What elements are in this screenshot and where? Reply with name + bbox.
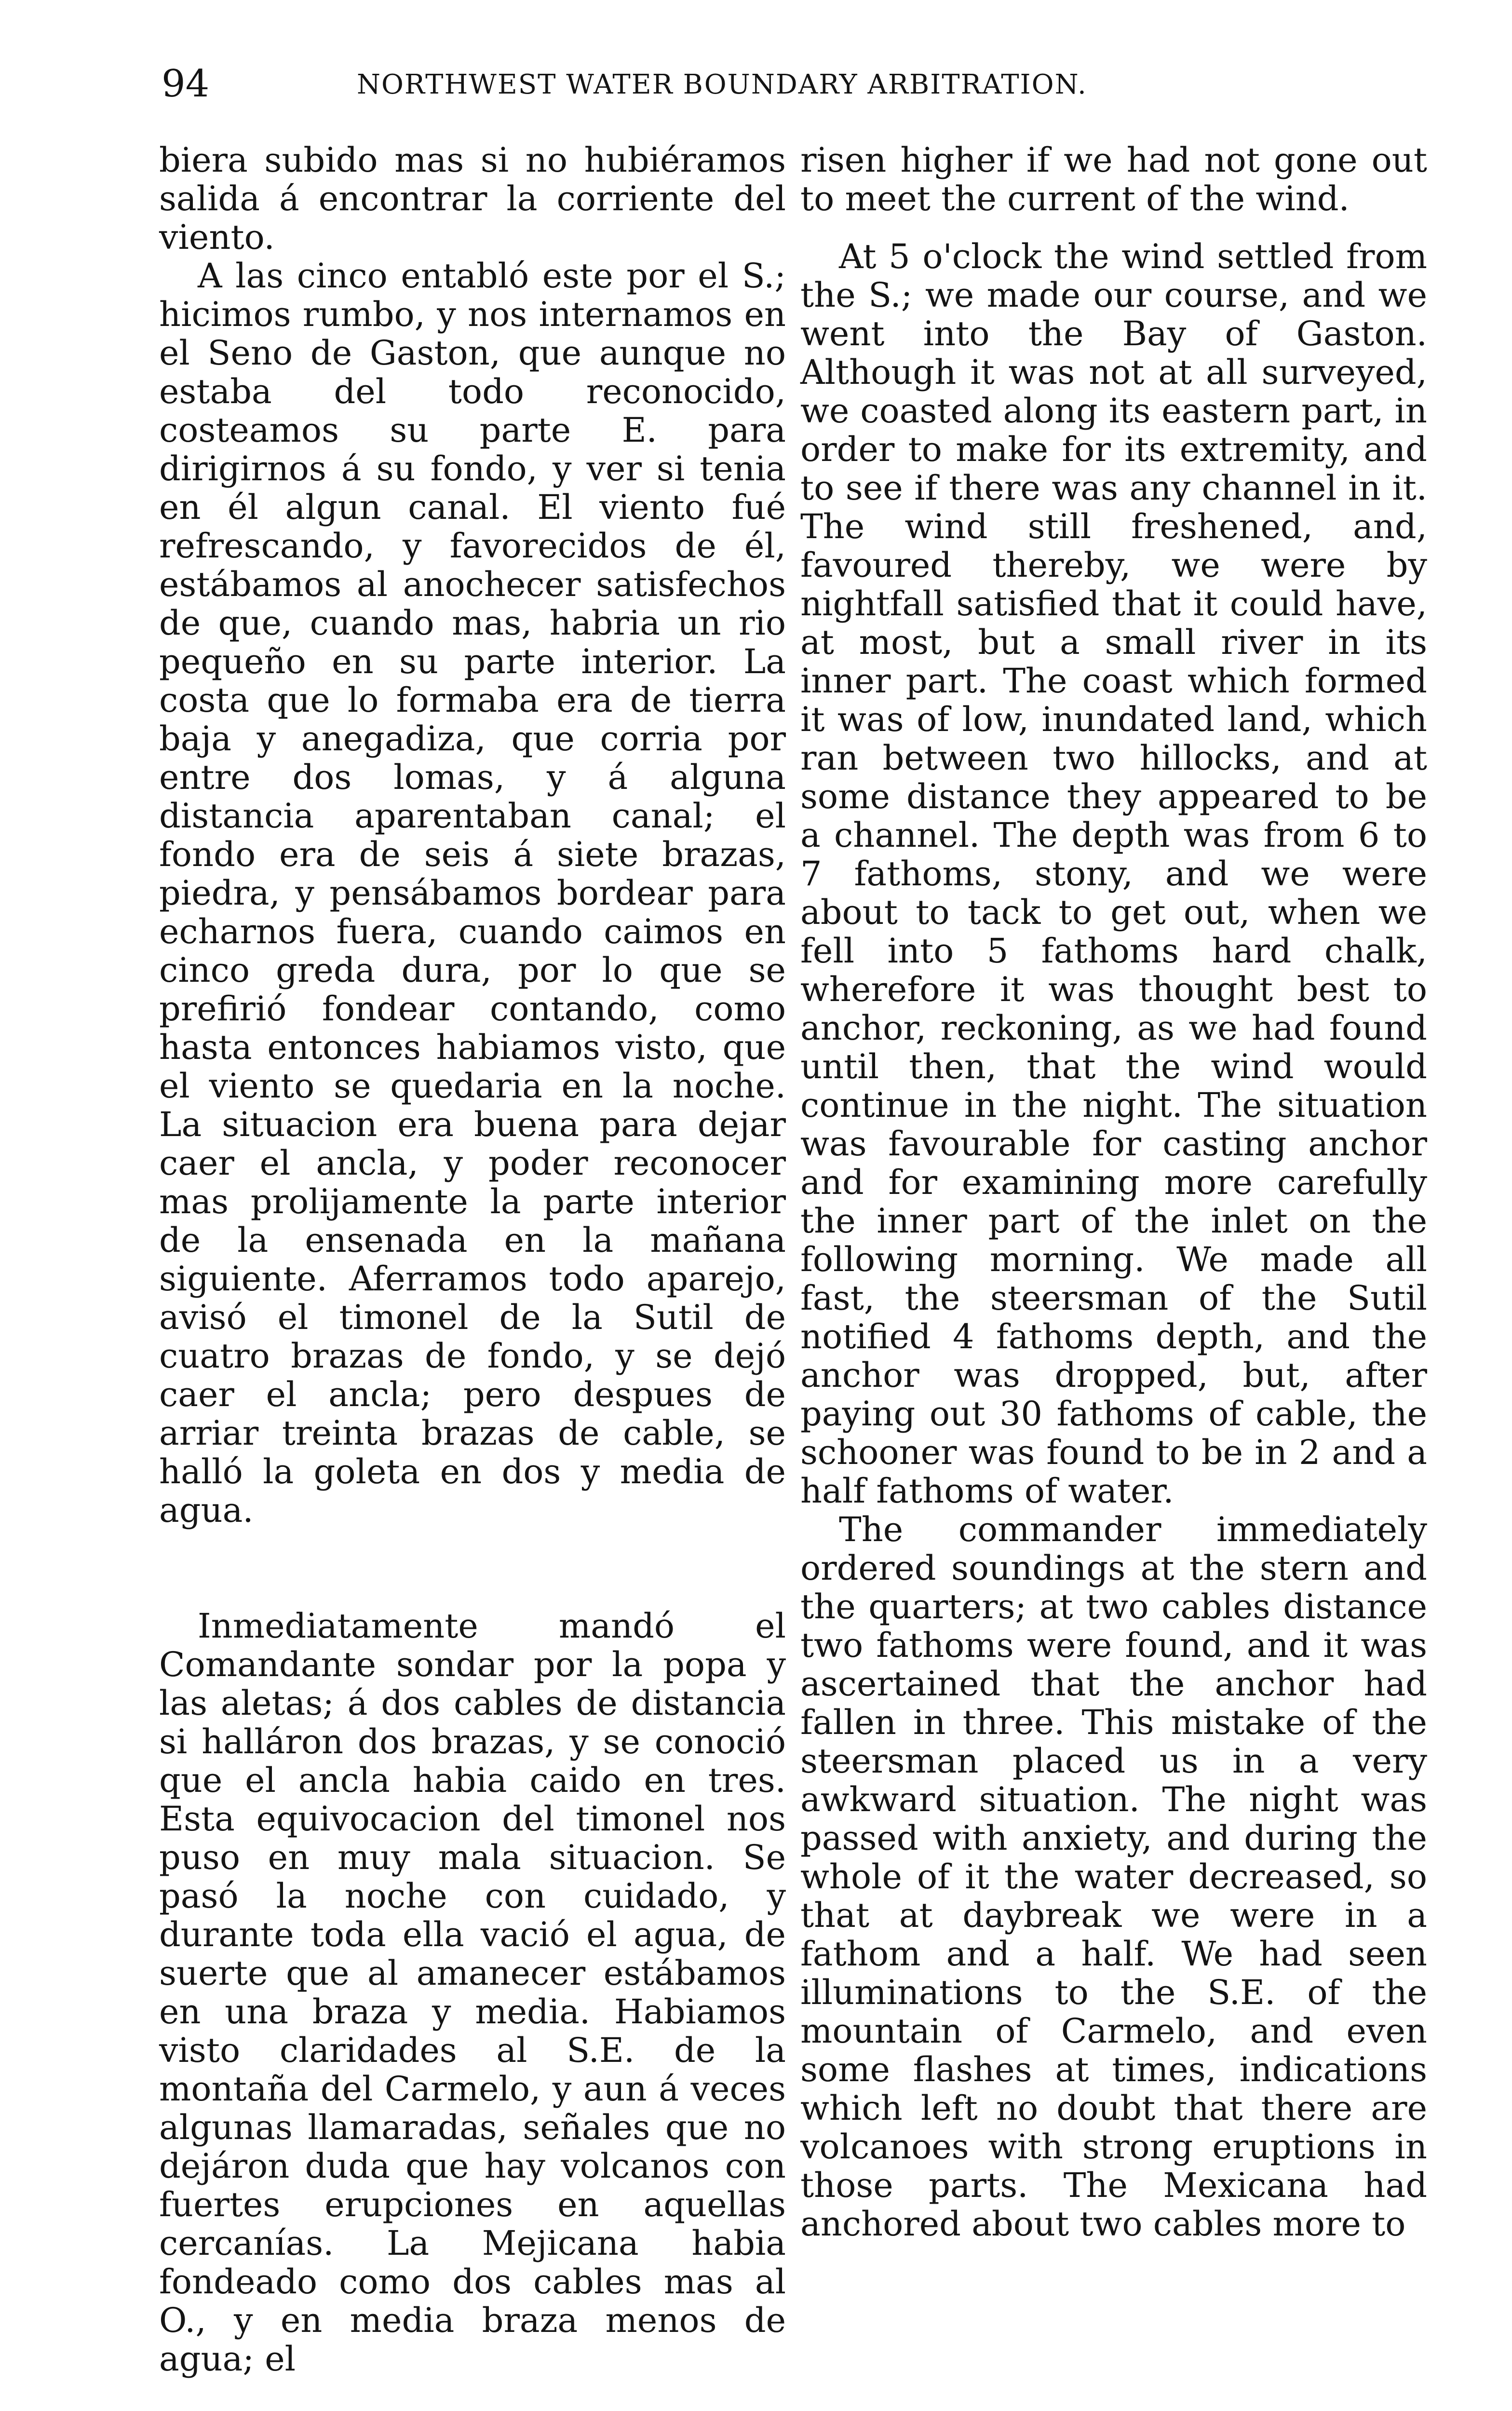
- english-paragraph-3: The commander immediately ordered soundings at the stern and the quarters; at two cables distance two fathoms were found, and it was ascertained that the anchor had fallen in three. This mistake of the steersman placed us in a very awkward situation. The night was passed with anxiety, and during the whole of it the water decreased, so that at daybreak we were in a fathom and a half. We had seen illuminations to the S.E. of the mountain of Carmelo, and even some flashes at times, indications which left no doubt that there are volcanoes with strong eruptions in those parts. The Mexicana had anchored about two cables more to: [800, 1510, 1427, 2244]
- spanish-paragraph-3: Inmediatamente mandó el Comandante sondar por la popa y las aletas; á dos cables de distancia si halláron dos brazas, y se conoció que el ancla habia caido en tres. Esta equivocacion del timonel nos puso en muy mala situacion. Se pasó la noche con cuidado, y durante toda ella vació el agua, de suerte que al amanecer estábamos en una braza y media. Habiamos visto claridades al S.E. de la montaña del Carmelo, y aun á veces algunas llamaradas, señales que no dejáron duda que hay volcanos con fuertes erupciones en aquellas cercanías. La Mejicana habia fondeado como dos cables mas al O., y en media braza menos de agua; el: [159, 1606, 786, 2379]
- english-paragraph-2: At 5 o'clock the wind settled from the S.; we made our course, and we went into the Bay of Gaston. Although it was not at all surveyed, we coasted along its eastern part, in order to make for its extremity, and to see if there was any channel in it. The wind still freshened, and, favoured thereby, we were by nightfall satisfied that it could have, at most, but a small river in its inner part. The coast which formed it was of low, inundated land, which ran between two hillocks, and at some distance they appeared to be a channel. The depth was from 6 to 7 fathoms, stony, and we were about to tack to get out, when we fell into 5 fathoms hard chalk, wherefore it was thought best to anchor, reckoning, as we had found until then, that the wind would continue in the night. The situation was favourable for casting anchor and for examining more carefully the inner part of the inlet on the following morning. We made all fast, the steersman of the Sutil notified 4 fathoms depth, and the anchor was dropped, but, after paying out 30 fathoms of cable, the schooner was found to be in 2 and a half fathoms of water.: [800, 237, 1427, 1511]
- spanish-column: [159, 141, 786, 2378]
- english-paragraph-1: risen higher if we had not gone out to meet the current of the wind.: [800, 140, 1427, 218]
- english-column: [800, 141, 1427, 2243]
- running-head: NORTHWEST WATER BOUNDARY ARBITRATION.: [357, 69, 1087, 100]
- spanish-paragraph-1: biera subido mas si no hubiéramos salida á encontrar la corriente del viento.: [159, 140, 786, 257]
- spanish-paragraph-2: A las cinco entabló este por el S.; hicimos rumbo, y nos internamos en el Seno de Gaston, que aunque no estaba del todo reconocido, costeamos su parte E. para dirigirnos á su fondo, y ver si tenia en él algun canal. El viento fué refrescando, y favorecidos de él, estábamos al anochecer satisfechos de que, cuando mas, habria un rio pequeño en su parte interior. La costa que lo formaba era de tierra baja y anegadiza, que corria por entre dos lomas, y á alguna distancia aparentaban canal; el fondo era de seis á siete brazas, piedra, y pensábamos bordear para echarnos fuera, cuando caimos en cinco greda dura, por lo que se prefirió fondear contando, como hasta entonces habiamos visto, que el viento se quedaria en la noche. La situacion era buena para dejar caer el ancla, y poder reconocer mas prolijamente la parte interior de la ensenada en la mañana siguiente. Aferramos todo aparejo, avisó el timonel de la Sutil de cuatro brazas de fondo, y se dejó caer el ancla; pero despues de arriar treinta brazas de cable, se halló la goleta en dos y media de agua.: [159, 256, 786, 1530]
- page-number: 94: [162, 62, 210, 106]
